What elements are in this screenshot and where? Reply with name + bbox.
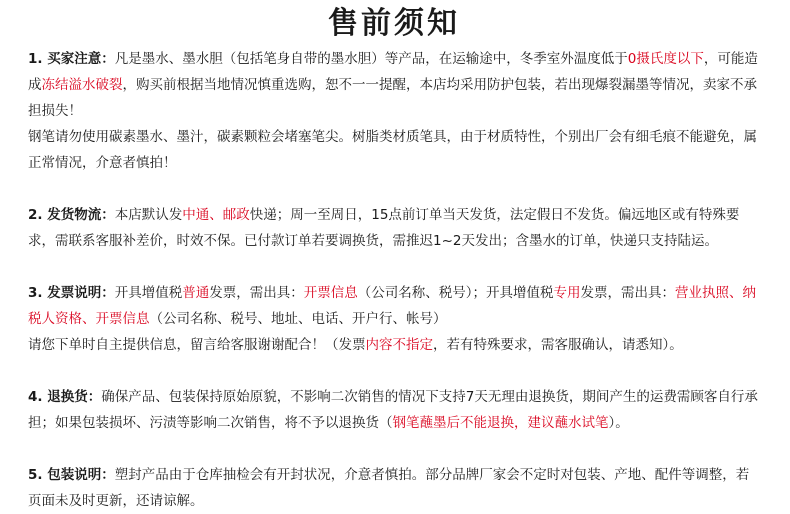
- highlight-text: 中通、邮政: [182, 207, 250, 223]
- text: 快递；周一至周日，15点前订单当天发货，法定假日不发货。偏远地区或有特殊要求，需联系客服补差价，时效不保。已付款订单若要调换货，需推迟1~2天发出；含墨水的订单，快递只支持陆运。: [28, 207, 740, 249]
- text: （公司名称、税号）；开具增值税: [357, 285, 554, 301]
- highlight-text: 内容不指定: [365, 337, 433, 353]
- buyer-notice-paragraph: [28, 46, 760, 124]
- highlight-text: 开票信息: [303, 285, 358, 301]
- returns-paragraph: [28, 384, 760, 436]
- text: 确保产品、包装保持原始原貌，不影响二次销售的情况下支持7天无理由退换货，期间产生的运费需顾客自行承担；如果包装损坏、污渍等影响二次销售，将不予以退换货（: [28, 389, 758, 431]
- section-label: 2. 发货物流：: [28, 207, 115, 223]
- text: 开具增值税: [114, 285, 183, 301]
- section-invoice: [28, 280, 760, 358]
- highlight-text: 钢笔蘸墨后不能退换，建议蘸水试笔: [392, 415, 609, 431]
- pen-ink-paragraph: 钢笔请勿使用碳素墨水、墨汁，碳素颗粒会堵塞笔尖。树脂类材质笔具，由于材质特性，个别出厂会有细毛痕不能避免，属正常情况，介意者慎拍！: [28, 129, 757, 171]
- section-label: 5. 包装说明：: [28, 467, 115, 483]
- section-label: 3. 发票说明：: [28, 285, 115, 301]
- text: 发票，需出具：: [209, 285, 304, 301]
- text: 本店默认发: [114, 207, 183, 223]
- packaging-paragraph: [28, 462, 760, 514]
- highlight-text: 普通: [182, 285, 210, 301]
- text: ）。: [608, 415, 629, 431]
- text: 塑封产品由于仓库抽检会有开封状况，介意者慎拍。部分品牌厂家会不定时对包装、产地、配件等调整，若页面未及时更新，还请谅解。: [28, 467, 750, 509]
- text: ，可能造成: [28, 51, 758, 93]
- page-title: 售前须知: [328, 6, 460, 41]
- invoice-note-paragraph: [28, 332, 760, 358]
- text: ，若有特殊要求，需客服确认，请悉知）。: [433, 337, 683, 353]
- section-buyer-notice: [28, 46, 760, 176]
- highlight-text: 营业执照、纳税人资格、开票信息: [28, 285, 756, 327]
- highlight-text: 专用: [553, 285, 581, 301]
- highlight-text: 冻结溢水破裂: [41, 77, 123, 93]
- text: 请您下单时自主提供信息，留言给客服谢谢配合！（发票: [28, 337, 366, 353]
- highlight-text: 0摄氏度以下: [627, 51, 704, 67]
- section-label: 1. 买家注意：: [28, 51, 115, 67]
- shipping-paragraph: [28, 202, 760, 254]
- text: 凡是墨水、墨水胆（包括笔身自带的墨水胆）等产品，在运输途中，冬季室外温度低于: [114, 51, 628, 67]
- text: ，购买前根据当地情况慎重选购，恕不一一提醒，本店均采用防护包装，若出现爆裂漏墨等情况，卖家不承担损失！: [28, 77, 757, 119]
- section-label: 4. 退换货：: [28, 389, 102, 405]
- section-shipping: [28, 202, 760, 254]
- invoice-paragraph: [28, 280, 760, 332]
- text: 发票，需出具：: [580, 285, 675, 301]
- section-packaging: [28, 462, 760, 514]
- section-returns: [28, 384, 760, 436]
- text: （公司名称、税号、地址、电话、开户行、帐号）: [149, 311, 447, 327]
